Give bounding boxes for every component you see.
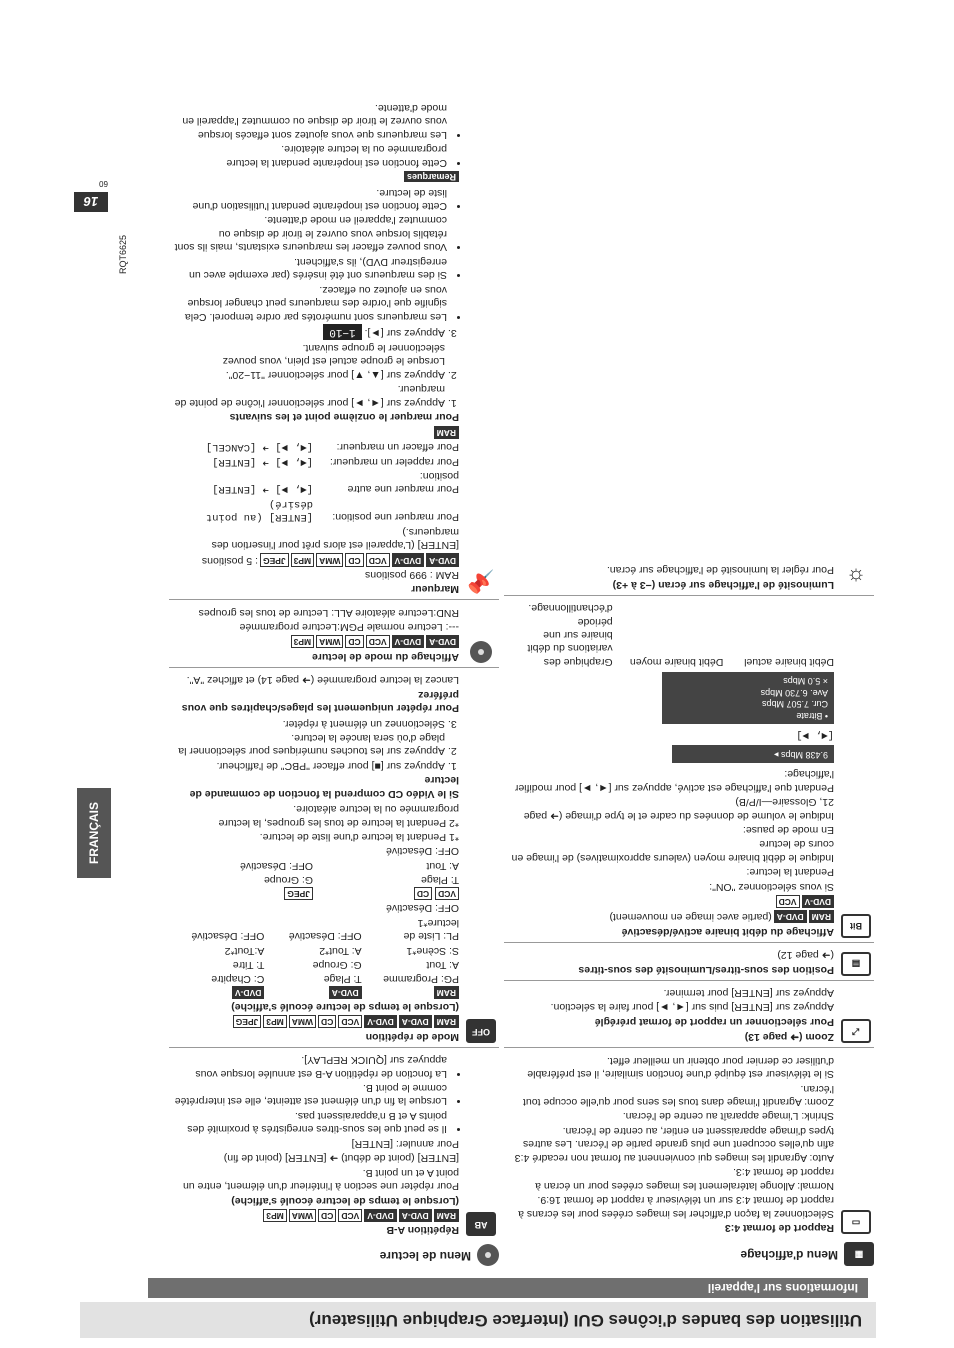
- marker-section: 📌 Marqueur RAM : 999 positions DVD-A DVD-V VCD CD WMA MP3 JPEG : 5 positions [ENTER] (L'appareil est alors prêt pour l'insertion des marqueurs.) Pour marquer une position: [ENTER] (au point désiré) Pour marquer une autre position: [◄, ►] ➜ [ENTER] Pour rappeler un marqueur: [◄, ►] ➜ [ENTER] Pour effacer un marqueur: [◄, ►] ➜ [CANCEL] RAM Pour marquer le onzième point et les suivants 1. Appuyez sur [◄, ►] pour sélectionner l'icône de pointe de marqueur. 2. Appuyez sur [▲, ▼] pour sélectionner "11−20". Lorsque le groupe actuel est plein, vous pouvez sélectionner le groupe suivant. 3. Appuyez sur [►]. 1−10 • Les marqueurs sont numérotés par ordre temporel. Cela signifie que l'ordre des marqueurs peut changer lorsque vous en ajoutez ou effacez. • Si des marqueurs ont été insérés (par exemple avec un enregistreur DVD), ils s'affichent. • Vous pouvez effacer les marqueurs existants, mais ils sont rétablis lorsque vous ouvrez le tiroir de disque ou commutez l'appareil en mode d'attente. • Cette fonction est inopérante pendant l'utilisation d'une liste de lecture. Remarques • Cette fonction est inopérante pendant la lecture programmée ou la lecture aléatoire. • Les marqueurs que vous ajoutez sont effacés lorsque vous ouvrez le tiroir de disque ou commutez l'appareil en mode d'attente.: [169, 95, 499, 599]
- subtitle-position-icon: ▤: [841, 952, 871, 976]
- section-subtitle: Informations sur l'appareil: [148, 1278, 868, 1298]
- playmode-section: Affichage du mode de lecture DVD-A DVD-V VCD CD WMA MP3 ---: Lecture normale PGM:Lecture programmée RND:Lecture aléatoire ALL: Lecture de tous les groupes: [169, 600, 499, 667]
- bitrate-meter: 9.438 Mbps ▸: [672, 745, 834, 763]
- remarks-badge: Remarques: [404, 171, 459, 183]
- pushpin-icon: 📌: [467, 569, 495, 595]
- zoom-section: ⤢ Zoom (➜ page 13) Pour sélectionner un rapport de format préréglé Appuyez sur [ENTER] puis sur [◄, ►] pour faire la sélection. Appuyez sur [ENTER] pour terminer.: [504, 980, 874, 1048]
- brightness-section: ☼ Luminosité de l'affichage sur écran (−3 à +3) Pour régler la luminosité de l'affichage sur écran.: [504, 558, 874, 595]
- display-menu-icon: ▦: [844, 1242, 874, 1266]
- aspect-ratio-icon: ▭: [841, 1210, 871, 1234]
- repeat-mode-section: OFF Mode de répétition RAM DVD-A DVD-V VCD CD WMA MP3 JPEG (Lorsque le temps de lecture écoulé s'affiche) RAM PG: Programme A: Tout S: Scène*1 PL: Liste de lecture*1 OFF: Désactivé DVD-A T: Plage G: Groupe A: Tout*2 OFF: Désactivé DVD-V C: Chapitre T: Titre A:Tout*2 OFF: Désactivé VCD CD T: Plage A: Tout OFF: Désactivé JPEG G: Groupe OFF: Désactivé *1 Pendant la lecture d'une liste de lecture. *2 Pendant la lecture de tous les groupes, la lecture programmée ou la lecture aléatoire. Si le Vidéo CD comprend la fonction de commande de lecture 1. Appuyez sur [■] pour effacer "PBC" de l'afficheur. 2. Appuyez sur les touches numériques pour sélectionner la plage d'où sera lancée la lecture. 3. Sélectionnez un élément à répéter. Pour répéter uniquement les plages/chapitres que vous préférez Lancez la lecture programmée (➜ page 14) et affichez "A".: [169, 667, 499, 1047]
- playback-menu-column: [169, 95, 499, 1270]
- zoom-icon: ⤢: [841, 1019, 871, 1043]
- ab-repeat-icon: AB: [466, 1212, 496, 1236]
- language-tab: FRANÇAIS: [77, 788, 111, 878]
- bitrate-icon: Bit: [841, 914, 871, 938]
- sun-icon: ☼: [845, 564, 867, 590]
- page-number-small: 60: [99, 179, 108, 188]
- display-menu-column: [504, 558, 874, 1270]
- ab-repeat-section: AB Répétition A-B RAM DVD-A DVD-V VCD CD WMA MP3 (Lorsque le temps de lecture écoulé s'affiche) Pour répéter une section à l'intérieur d'un élément, entre un point A et un point B. [ENTER] (point de début) ➜ [ENTER] (point de fin) Pour annuler: [ENTER] • Il se peut que les sous-titres enregistrés à proximité des points A et B n'apparaissent pas. • Lorsque la fin d'un élément est atteinte, elle est interprétée comme le point B. • La fonction de répétition A-B est annulée lorsque vous appuyez sur [QUICK REPLAY].: [169, 1047, 499, 1240]
- subtitle-position-section: ▤ Position des sous-titres/Luminosité des sous-titres (➜ page 12): [504, 942, 874, 980]
- page-title: Utilisation des bandes d'icônes GUI (Interface Graphique Utilisateur): [80, 1302, 876, 1338]
- page-number: 16: [74, 192, 108, 212]
- display-menu-heading: ▦ Menu d'affichage: [504, 1242, 874, 1266]
- playback-menu-heading: Menu de lecture: [169, 1244, 499, 1266]
- document-code: RQT6625: [118, 234, 128, 274]
- marker-group-counter: 1−10: [323, 324, 361, 340]
- disc-icon: [477, 1244, 499, 1266]
- bitrate-detail-box: • Bitrate Cur. 7.507 Mbps Ave. 6.730 Mbps × 5.0 Mbps: [662, 672, 834, 724]
- bitrate-section: Bit Affichage du débit binaire activé/désactivé RAM DVD-A (partie avec image en mouvement) DVD-V VCD Si vous sélectionnez "ON": Pendant la lecture: Indique le débit binaire moyen (valeurs approximatives) de l'image en cours de lecture En mode de pause: Indique le volume de données du cadre et le type d'image (➜ page 21, Glossaire—I/P/B) Pendant que l'affichage est activé, appuyez sur [◄, ►] pour modifier l'affichage: 9.438 Mbps ▸ [◄, ►] • Bitrate Cur. 7.507 Mbps Ave. 6.730 Mbps × 5.0 Mbps Débit binaire actuel Débit binaire moyen Graphique des variations du débit binaire sur une période d'échantillonnage.: [504, 595, 874, 942]
- repeat-off-icon: OFF: [466, 1019, 496, 1043]
- ratio-section: ▭ Rapport de format 4:3 Sélectionnez la façon d'afficher les images créées pour les écrans à rapport de format 4:3 sur un téléviseur à rapport de format 16:9. Normal: Allonge latéralement les images créées pour un écran à rapport de format 4:3. Auto: Agrandit les images qui conviennent au format non recadré 4:3 afin qu'elles occupent une plus grande partie de l'écran. Les autres types d'image apparaissent en entier, au centre de l'écran. Shrink: L'image apparaît au centre de l'écran. Zoom: Agrandit l'image dans tous les sens pour qu'elle occupe tout l'écran. Si le téléviseur est équipé d'une fonction similaire, il est préférable d'utiliser ce dernier pour obtenir un meilleur effet.: [504, 1047, 874, 1238]
- play-mode-icon: [470, 641, 492, 663]
